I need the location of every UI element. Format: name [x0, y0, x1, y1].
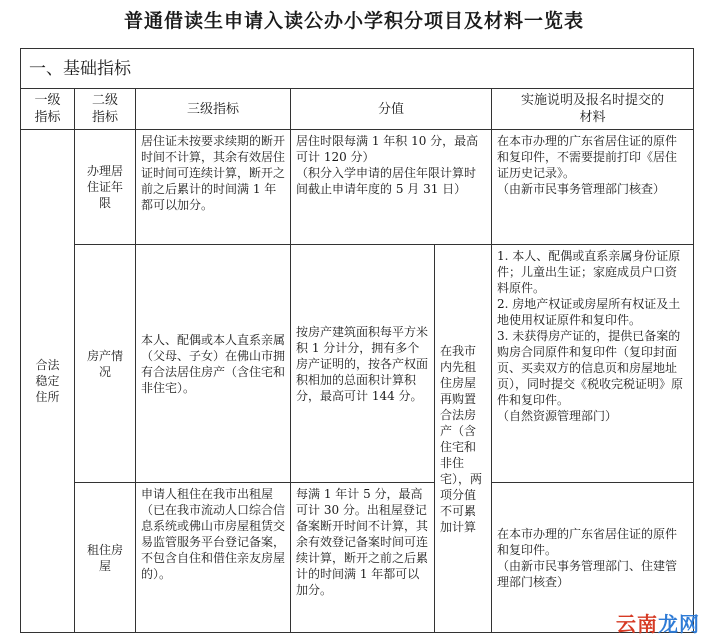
level3-cell: 本人、配偶或本人直系亲属（父母、子女）在佛山市拥有合法居住房产（含住宅和非住宅）。	[136, 245, 291, 483]
score-cell: 居住时限每满 1 年积 10 分，最高可计 120 分） （积分入学申请的居住年限计算时间截止申请年度的 5 月 31 日）	[291, 130, 492, 245]
watermark-logo	[616, 608, 700, 637]
header-level1: 一级 指标	[21, 89, 75, 130]
table-row	[21, 130, 694, 245]
header-row	[21, 89, 694, 130]
section-row	[21, 49, 694, 89]
shared-note-cell: 在我市内先租住房屋再购置合法房产（含住宅和非住宅），两项分值不可累加计算	[435, 245, 492, 633]
page-title: 普通借读生申请入读公办小学积分项目及材料一览表	[123, 10, 584, 32]
score-cell: 每满 1 年计 5 分，最高可计 30 分。出租屋登记备案断开时间不计算，其余有效登记备案时间可连续计算，断开之前之后累计的时间满 1 年都可以加分。	[291, 483, 435, 633]
level2-cell: 房产情 况	[75, 245, 136, 483]
level2-cell: 租住房 屋	[75, 483, 136, 633]
header-score: 分值	[291, 89, 492, 130]
score-cell: 按房产建筑面积每平方米积 1 分计分，拥有多个房产证明的，按各产权面积相加的总面积计算积分，最高可计 144 分。	[291, 245, 435, 483]
watermark-part2: 龙网	[658, 612, 700, 636]
header-level3: 三级指标	[136, 89, 291, 130]
watermark-part1: 云南	[616, 612, 658, 636]
materials-cell: 1. 本人、配偶或直系亲属身份证原件；儿童出生证；家庭成员户口资料原件。 2. 房地产权证或房屋所有权证及土地使用权证原件和复印件。 3. 未获得房产证的，提供已备案的购房合同原件和复印件（复印封面页、买卖双方的信息页和房屋地址页），同时提交《税收完税证明》原件和复印件。 （自然资源管理部门）	[492, 245, 694, 483]
points-table-container	[20, 48, 693, 635]
header-level2: 二级 指标	[75, 89, 136, 130]
level3-cell: 申请人租住在我市出租屋（已在我市流动人口综合信息系统或佛山市房屋租赁交易监管服务平台登记备案，不包含自住和借住亲友房屋的）。	[136, 483, 291, 633]
level2-cell: 办理居 住证年 限	[75, 130, 136, 245]
header-materials: 实施说明及报名时提交的 材料	[492, 89, 694, 130]
points-table	[20, 48, 694, 633]
materials-cell: 在本市办理的广东省居住证的原件和复印件。 （由新市民事务管理部门、住建管理部门核查）	[492, 483, 694, 633]
level1-cell: 合法 稳定 住所	[21, 130, 75, 633]
section-heading: 一、基础指标	[21, 49, 694, 89]
materials-cell: 在本市办理的广东省居住证的原件和复印件，不需要提前打印《居住证历史记录》。 （由新市民事务管理部门核查）	[492, 130, 694, 245]
table-row	[21, 245, 694, 483]
table-row	[21, 483, 694, 633]
level3-cell: 居住证未按要求续期的断开时间不计算，其余有效居住证时间可连续计算，断开之前之后累计的时间满 1 年都可以加分。	[136, 130, 291, 245]
